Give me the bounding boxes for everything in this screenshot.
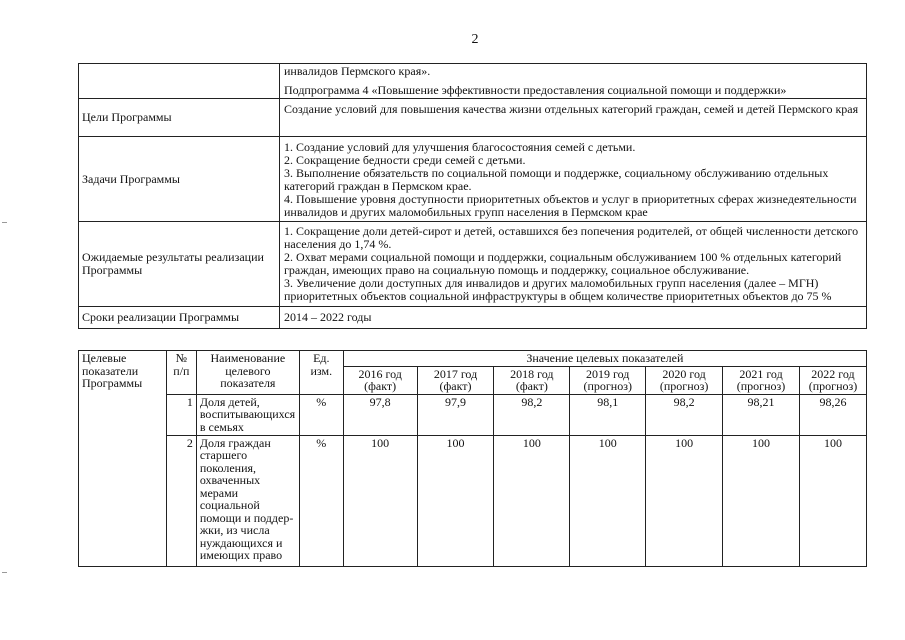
year-label: 2016 год xyxy=(358,366,402,381)
passport-row-goals xyxy=(79,99,867,137)
row-value: 97,8 xyxy=(343,394,417,435)
passport-value xyxy=(280,64,867,99)
passport-line: 2. Охват мерами социальной помощи и поддержки, социальным обслуживанием 100 % отдельных категорий граждан, имеющих право на социальную помощь и поддержку, социальное обслуживание. xyxy=(284,250,842,277)
row-value: 100 xyxy=(799,435,866,566)
header-values-title: Значение целевых показателей xyxy=(343,351,866,367)
row-value: 100 xyxy=(646,435,723,566)
year-note: (прогноз) xyxy=(659,379,709,393)
passport-label: Цели Программы xyxy=(79,99,280,137)
passport-line: инвалидов Пермского края». xyxy=(284,64,431,78)
row-value: 98,2 xyxy=(646,394,723,435)
year-header xyxy=(723,366,800,394)
row-num: 1 xyxy=(166,394,196,435)
passport-label: Сроки реализации Программы xyxy=(79,307,280,329)
indicators-section-label: Целевые показатели Программы xyxy=(79,351,167,567)
row-name: Доля детей, воспитывающихся в семьях xyxy=(196,394,299,435)
year-header xyxy=(799,366,866,394)
passport-line: 2. Сокращение бедности среди семей с детьми. xyxy=(284,153,526,167)
scan-margin-mark xyxy=(2,572,7,573)
row-value: 100 xyxy=(417,435,494,566)
passport-line: 1. Создание условий для улучшения благосостояния семей с детьми. xyxy=(284,140,636,154)
year-header xyxy=(494,366,570,394)
year-label: 2020 год xyxy=(662,366,706,381)
passport-label xyxy=(79,64,280,99)
row-value: 98,1 xyxy=(570,394,646,435)
row-unit: % xyxy=(299,394,343,435)
program-passport-table xyxy=(78,63,867,329)
year-note: (прогноз) xyxy=(736,379,786,393)
passport-row-subprograms xyxy=(79,64,867,99)
passport-row-period xyxy=(79,307,867,329)
year-header xyxy=(646,366,723,394)
passport-line: Создание условий для повышения качества жизни отдельных категорий граждан, семей и детей Пермского края xyxy=(284,102,859,116)
year-label: 2021 год xyxy=(739,366,783,381)
row-value: 100 xyxy=(723,435,800,566)
row-value: 98,26 xyxy=(799,394,866,435)
passport-row-tasks xyxy=(79,137,867,222)
passport-value xyxy=(280,307,867,329)
year-note: (факт) xyxy=(515,379,548,393)
page-number: 2 xyxy=(471,32,479,47)
passport-value xyxy=(280,99,867,137)
table-row xyxy=(79,435,867,566)
row-num: 2 xyxy=(166,435,196,566)
row-value: 100 xyxy=(570,435,646,566)
header-num: № п/п xyxy=(166,351,196,395)
year-header xyxy=(417,366,494,394)
year-note: (факт) xyxy=(439,379,472,393)
header-row xyxy=(79,351,867,367)
header-unit: Ед. изм. xyxy=(299,351,343,395)
row-value: 100 xyxy=(343,435,417,566)
row-unit: % xyxy=(299,435,343,566)
row-value: 98,2 xyxy=(494,394,570,435)
passport-label: Задачи Программы xyxy=(79,137,280,222)
year-label: 2019 год xyxy=(586,366,630,381)
passport-label: Ожидаемые результаты реализации Программы xyxy=(79,222,280,307)
row-name: Доля граждан старшего поколения, охваченных мерами социальной помощи и поддер-жки, из числа нуждающихся и имеющих право xyxy=(196,435,299,566)
passport-value xyxy=(280,137,867,222)
row-value: 98,21 xyxy=(723,394,800,435)
year-header xyxy=(343,366,417,394)
target-indicators-table xyxy=(78,350,867,567)
year-note: (прогноз) xyxy=(583,379,632,393)
row-value: 100 xyxy=(494,435,570,566)
table-row xyxy=(79,394,867,435)
passport-line: 4. Повышение уровня доступности приоритетных объектов и услуг в приоритетных сферах жизнедеятельности инвалидов и других маломобильных групп населения в Пермском крае xyxy=(284,192,857,219)
row-value: 97,9 xyxy=(417,394,494,435)
passport-line: 3. Увеличение доли доступных для инвалидов и других маломобильных групп населения (далее – МГН) приоритетных объектов социальной инфраструктуры в общем количестве приоритетных объектов до 75 % xyxy=(284,276,832,303)
passport-line: 3. Выполнение обязательств по социальной помощи и поддержке, социальному обслуживанию отдельных категорий граждан в Пермском крае. xyxy=(284,166,829,193)
passport-value xyxy=(280,222,867,307)
year-label: 2017 год xyxy=(433,366,478,381)
year-note: (прогноз) xyxy=(808,379,858,393)
year-note: (факт) xyxy=(364,379,397,393)
year-label: 2022 год xyxy=(811,366,855,381)
passport-line: 1. Сокращение доли детей-сирот и детей, оставшихся без попечения родителей, от общей численности детского населения до 1,74 %. xyxy=(284,224,859,251)
scan-margin-mark xyxy=(2,222,7,223)
passport-row-results xyxy=(79,222,867,307)
year-label: 2018 год xyxy=(510,366,554,381)
passport-line: 2014 – 2022 годы xyxy=(284,310,372,324)
year-header xyxy=(570,366,646,394)
header-name: Наименование целевого показателя xyxy=(196,351,299,395)
passport-line: Подпрограмма 4 «Повышение эффективности предоставления социальной помощи и поддержки» xyxy=(284,83,787,97)
